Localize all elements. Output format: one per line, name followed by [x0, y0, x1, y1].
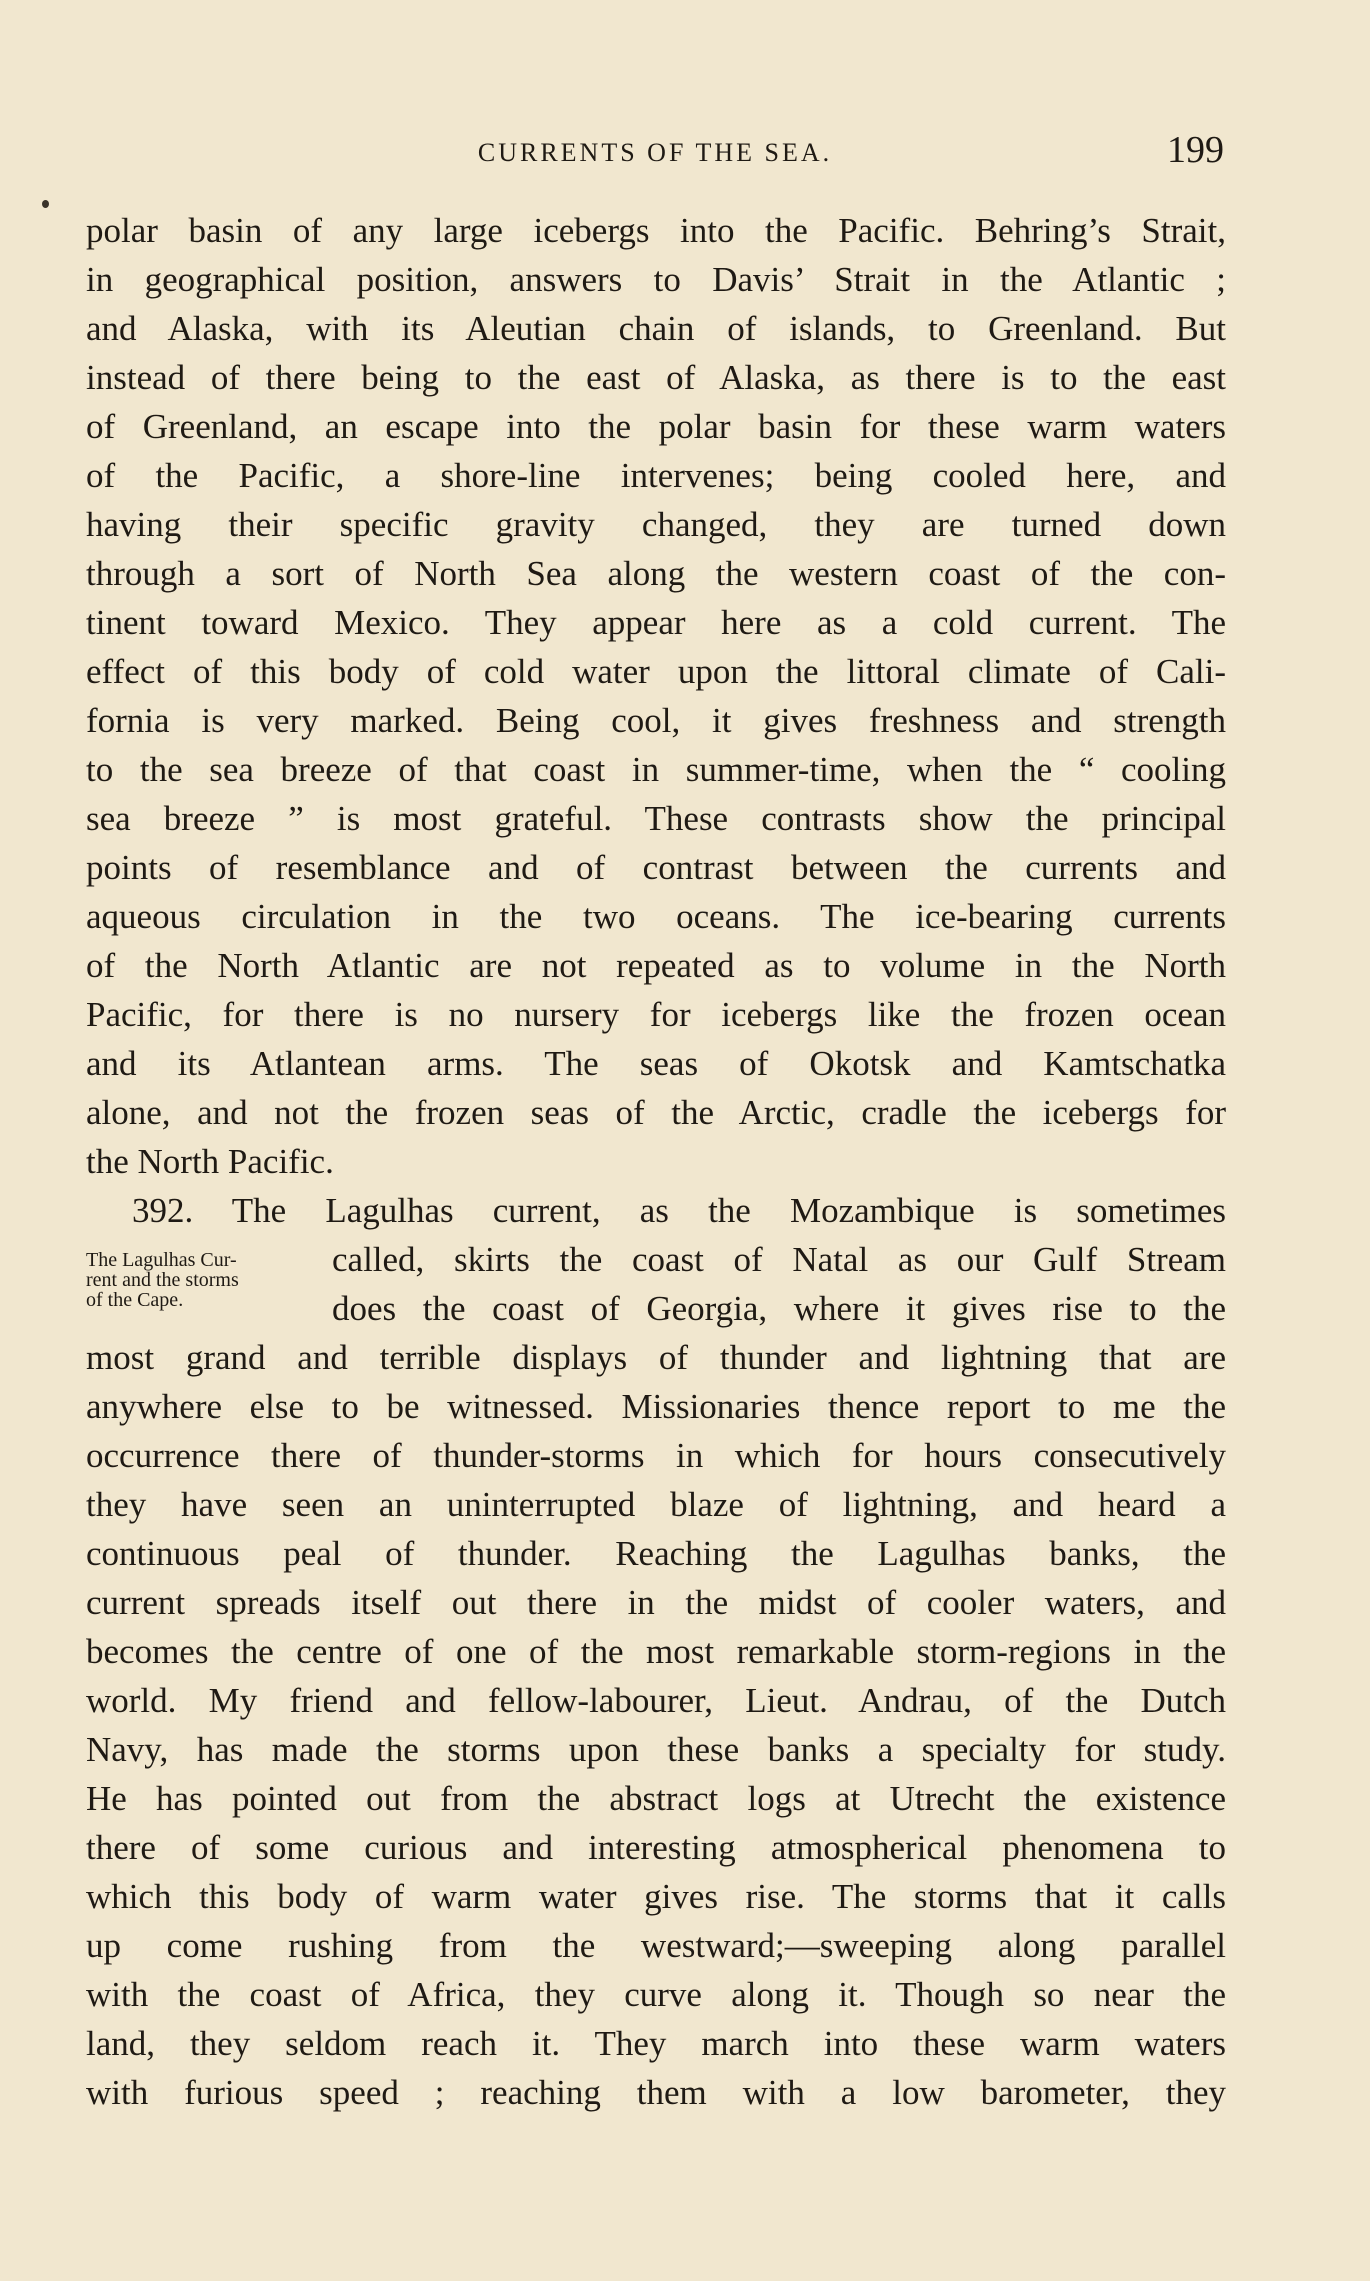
body-text	[86, 206, 1226, 2117]
margin-note-line: rent and the storms	[86, 1269, 239, 1291]
text-line: of the North Atlantic are not repeated as to volume in the North	[86, 946, 1226, 985]
running-title: CURRENTS OF THE SEA.	[477, 138, 833, 167]
text-line: aqueous circulation in the two oceans. The ice-bearing currents	[86, 897, 1226, 936]
text-line: He has pointed out from the abstract logs at Utrecht the existence	[86, 1779, 1226, 1818]
margin-note-line: of the Cape.	[86, 1289, 184, 1311]
text-line: occurrence there of thunder-storms in which for hours consecutively	[86, 1436, 1226, 1475]
text-line: and its Atlantean arms. The seas of Okotsk and Kamtschatka	[86, 1044, 1226, 1083]
text-line: the North Pacific.	[86, 1142, 334, 1181]
text-line: alone, and not the frozen seas of the Arctic, cradle the icebergs for	[86, 1093, 1226, 1132]
text-line: sea breeze ” is most grateful. These contrasts show the principal	[86, 799, 1226, 838]
text-line: effect of this body of cold water upon the littoral climate of Cali-	[86, 652, 1226, 691]
text-line: up come rushing from the westward;—sweeping along parallel	[86, 1926, 1226, 1965]
text-line: continuous peal of thunder. Reaching the Lagulhas banks, the	[86, 1534, 1226, 1573]
text-line: anywhere else to be witnessed. Missionaries thence report to me the	[86, 1387, 1226, 1426]
text-line: does the coast of Georgia, where it gives rise to the	[332, 1289, 1226, 1328]
paragraph-start-line: 392. The Lagulhas current, as the Mozambique is sometimes	[132, 1191, 1226, 1230]
text-line: to the sea breeze of that coast in summer-time, when the “ cooling	[86, 750, 1226, 789]
text-line: becomes the centre of one of the most remarkable storm-regions in the	[86, 1632, 1226, 1671]
text-line: instead of there being to the east of Alaska, as there is to the east	[86, 358, 1226, 397]
text-line: through a sort of North Sea along the western coast of the con-	[86, 554, 1226, 593]
text-line: and Alaska, with its Aleutian chain of islands, to Greenland. But	[86, 309, 1226, 348]
ink-speck	[42, 200, 49, 208]
text-line: with the coast of Africa, they curve along it. Though so near the	[86, 1975, 1226, 2014]
text-line: most grand and terrible displays of thunder and lightning that are	[86, 1338, 1226, 1377]
text-line: Pacific, for there is no nursery for icebergs like the frozen ocean	[86, 995, 1226, 1034]
text-line: of Greenland, an escape into the polar basin for these warm waters	[86, 407, 1226, 446]
page-number: 199	[1167, 129, 1224, 171]
margin-note-line: The Lagulhas Cur-	[86, 1249, 237, 1271]
text-line: they have seen an uninterrupted blaze of lightning, and heard a	[86, 1485, 1226, 1524]
text-line: fornia is very marked. Being cool, it gives freshness and strength	[86, 701, 1226, 740]
text-line: called, skirts the coast of Natal as our Gulf Stream	[332, 1240, 1226, 1279]
text-line: polar basin of any large icebergs into the Pacific. Behring’s Strait,	[86, 211, 1226, 250]
text-line: with furious speed ; reaching them with a low barometer, they	[86, 2073, 1226, 2112]
text-line: having their specific gravity changed, they are turned down	[86, 505, 1226, 544]
text-line: tinent toward Mexico. They appear here as a cold current. The	[86, 603, 1226, 642]
text-line: land, they seldom reach it. They march into these warm waters	[86, 2024, 1226, 2063]
text-line: which this body of warm water gives rise. The storms that it calls	[86, 1877, 1226, 1916]
text-line: points of resemblance and of contrast between the currents and	[86, 848, 1226, 887]
text-line: world. My friend and fellow-labourer, Lieut. Andrau, of the Dutch	[86, 1681, 1226, 1720]
text-line: current spreads itself out there in the midst of cooler waters, and	[86, 1583, 1226, 1622]
text-line: there of some curious and interesting atmospherical phenomena to	[86, 1828, 1226, 1867]
text-line: of the Pacific, a shore-line intervenes; being cooled here, and	[86, 456, 1226, 495]
running-head	[86, 128, 1224, 178]
text-line: Navy, has made the storms upon these banks a specialty for study.	[86, 1730, 1226, 1769]
text-line: in geographical position, answers to Davis’ Strait in the Atlantic ;	[86, 260, 1226, 299]
